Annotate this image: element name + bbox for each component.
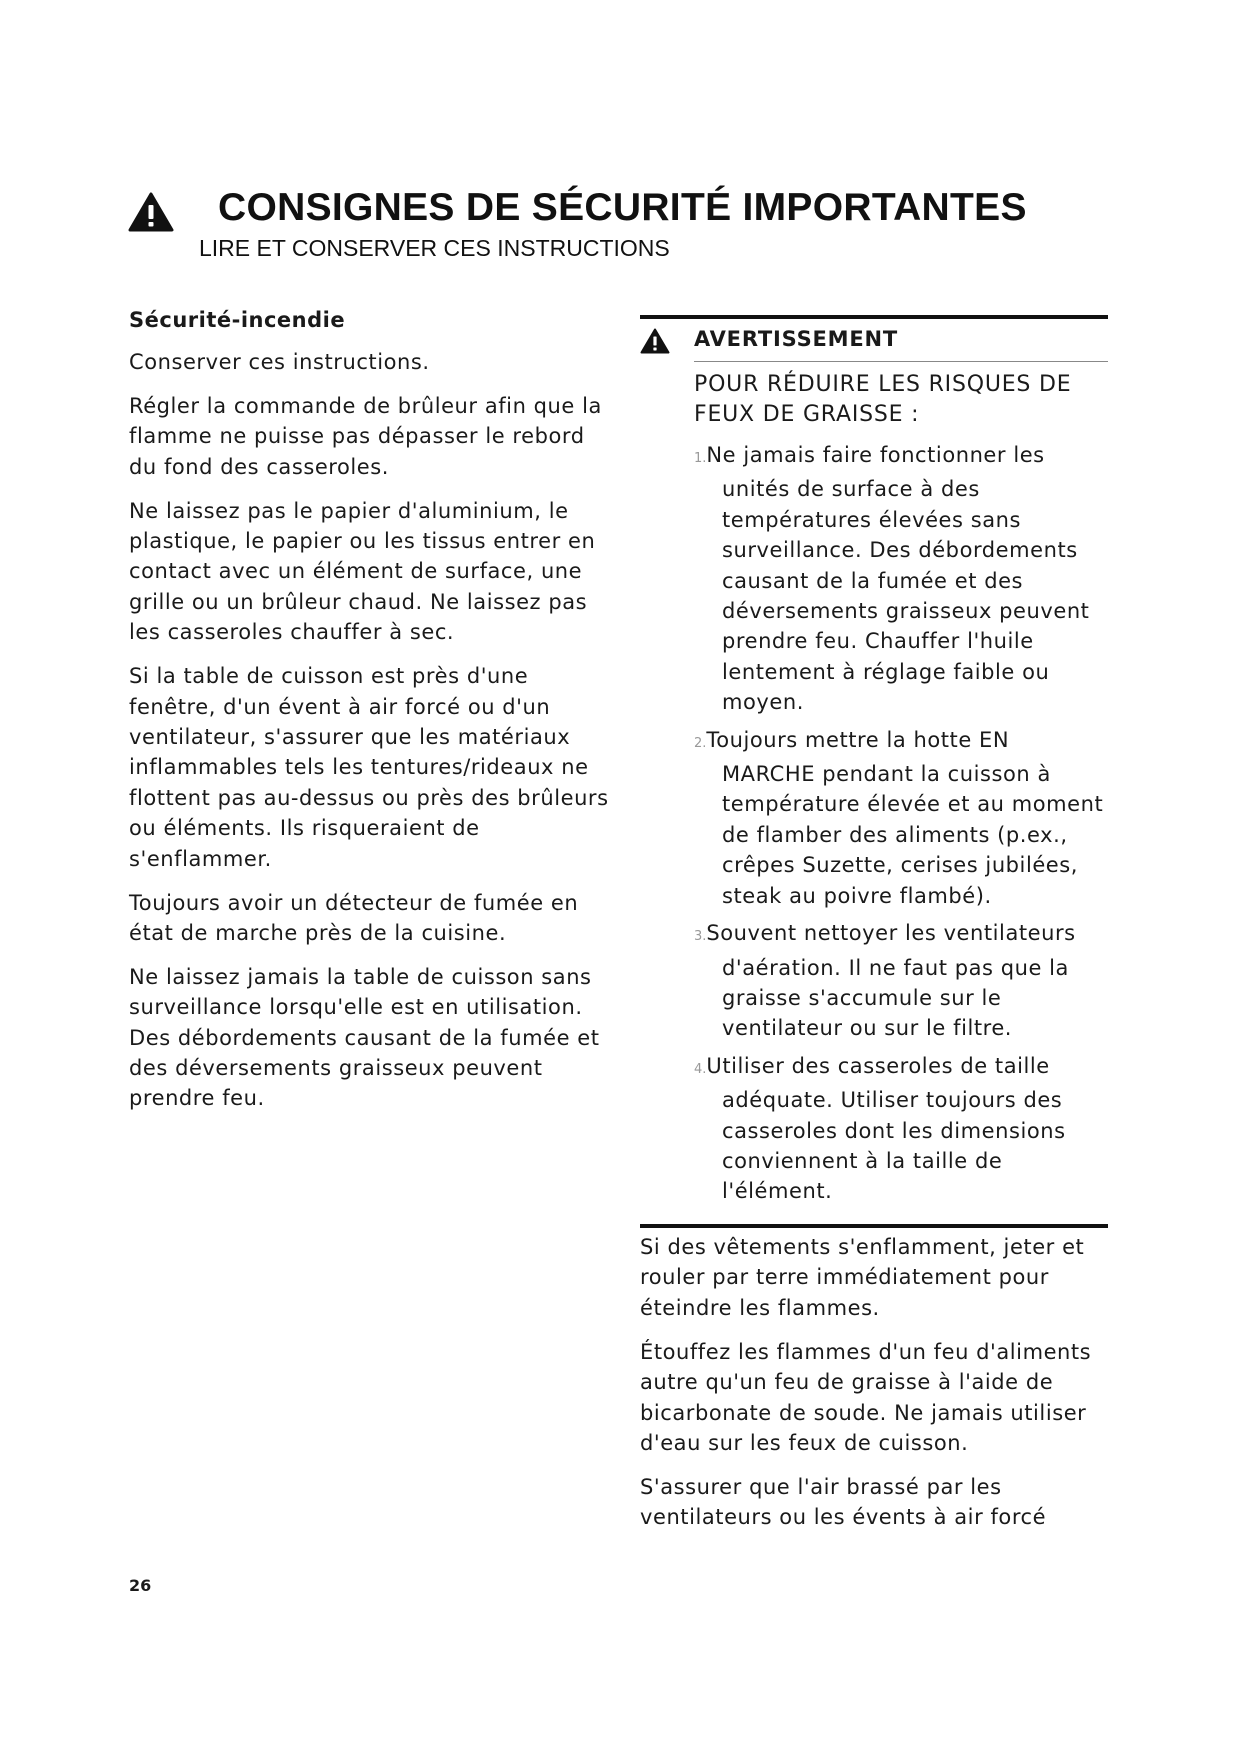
- item-text: Ne jamais faire fonctionner les unités de surface à des températures élevées sans surveillance. Des débordements causant de la fumée et des déversements graisseux peuvent prendre feu. Chauffer l'huile lentement à réglage faible ou moyen.: [706, 443, 1090, 715]
- item-text: Souvent nettoyer les ventilateurs d'aération. Il ne faut pas que la graisse s'accumule sur le ventilateur ou sur le filtre.: [706, 921, 1076, 1041]
- page-subtitle: LIRE ET CONSERVER CES INSTRUCTIONS: [199, 235, 670, 261]
- item-text: Utiliser des casseroles de taille adéquate. Utiliser toujours des casseroles dont les dimensions conviennent à la taille de l'élément.: [706, 1053, 1066, 1204]
- paragraph: Étouffez les flammes d'un feu d'aliments autre qu'un feu de graisse à l'aide de bicarbonate de soude. Ne jamais utiliser d'eau sur les feux de cuisson.: [640, 1339, 1092, 1455]
- paragraph: Régler la commande de brûleur afin que la flamme ne puisse pas dépasser le rebord du fond des casseroles.: [129, 393, 602, 479]
- list-item: [694, 918, 1108, 1044]
- paragraph: Conserver ces instructions.: [129, 350, 430, 374]
- warning-subtitle: POUR RÉDUIRE LES RISQUES DE FEUX DE GRAISSE :: [694, 372, 1072, 427]
- item-number: 2.: [694, 735, 707, 751]
- paragraph: Ne laissez jamais la table de cuisson sans surveillance lorsqu'elle est en utilisation. Des débordements causant de la fumée et des déversements graisseux peuvent prendre feu.: [129, 964, 600, 1111]
- warning-title: AVERTISSEMENT: [694, 327, 898, 351]
- item-number: 4.: [694, 1061, 707, 1077]
- paragraph: Toujours avoir un détecteur de fumée en état de marche près de la cuisine.: [129, 890, 579, 945]
- page-title: CONSIGNES DE SÉCURITÉ IMPORTANTES: [218, 186, 1027, 229]
- page-number: 26: [129, 1576, 152, 1595]
- item-text: Toujours mettre la hotte EN MARCHE pendant la cuisson à température élevée et au moment de flamber des aliments (p.ex., crêpes Suzette, cerises jubilées, steak au poivre flambé).: [706, 727, 1104, 908]
- fire-safety-section: [129, 305, 609, 1127]
- list-item: [694, 725, 1108, 911]
- list-item: [694, 1051, 1108, 1207]
- item-number: 3.: [694, 929, 707, 945]
- paragraph: Si des vêtements s'enflamment, jeter et rouler par terre immédiatement pour éteindre les flammes.: [640, 1235, 1085, 1320]
- paragraph: Ne laissez pas le papier d'aluminium, le plastique, le papier ou les tissus entrer en contact avec un élément de surface, une grille ou un brûleur chaud. Ne laissez pas les casseroles chauffer à sec.: [129, 498, 596, 645]
- warning-triangle-icon: [128, 192, 174, 232]
- item-number: 1.: [694, 451, 707, 466]
- right-column: [640, 1232, 1120, 1546]
- warning-triangle-icon: [640, 328, 670, 354]
- warning-header: [694, 319, 1108, 362]
- warning-list: [694, 440, 1108, 1207]
- paragraph: Si la table de cuisson est près d'une fenêtre, d'un évent à air forcé ou d'un ventilateur, s'assurer que les matériaux inflammables tels les tentures/rideaux ne flottent pas au-dessus ou près des brûleurs ou éléments. Ils risqueraient de s'enflammer.: [129, 664, 609, 871]
- list-item: [694, 440, 1108, 718]
- warning-box: [640, 315, 1108, 1228]
- section-title: Sécurité-incendie: [129, 308, 346, 332]
- paragraph: S'assurer que l'air brassé par les ventilateurs ou les évents à air forcé: [640, 1474, 1047, 1530]
